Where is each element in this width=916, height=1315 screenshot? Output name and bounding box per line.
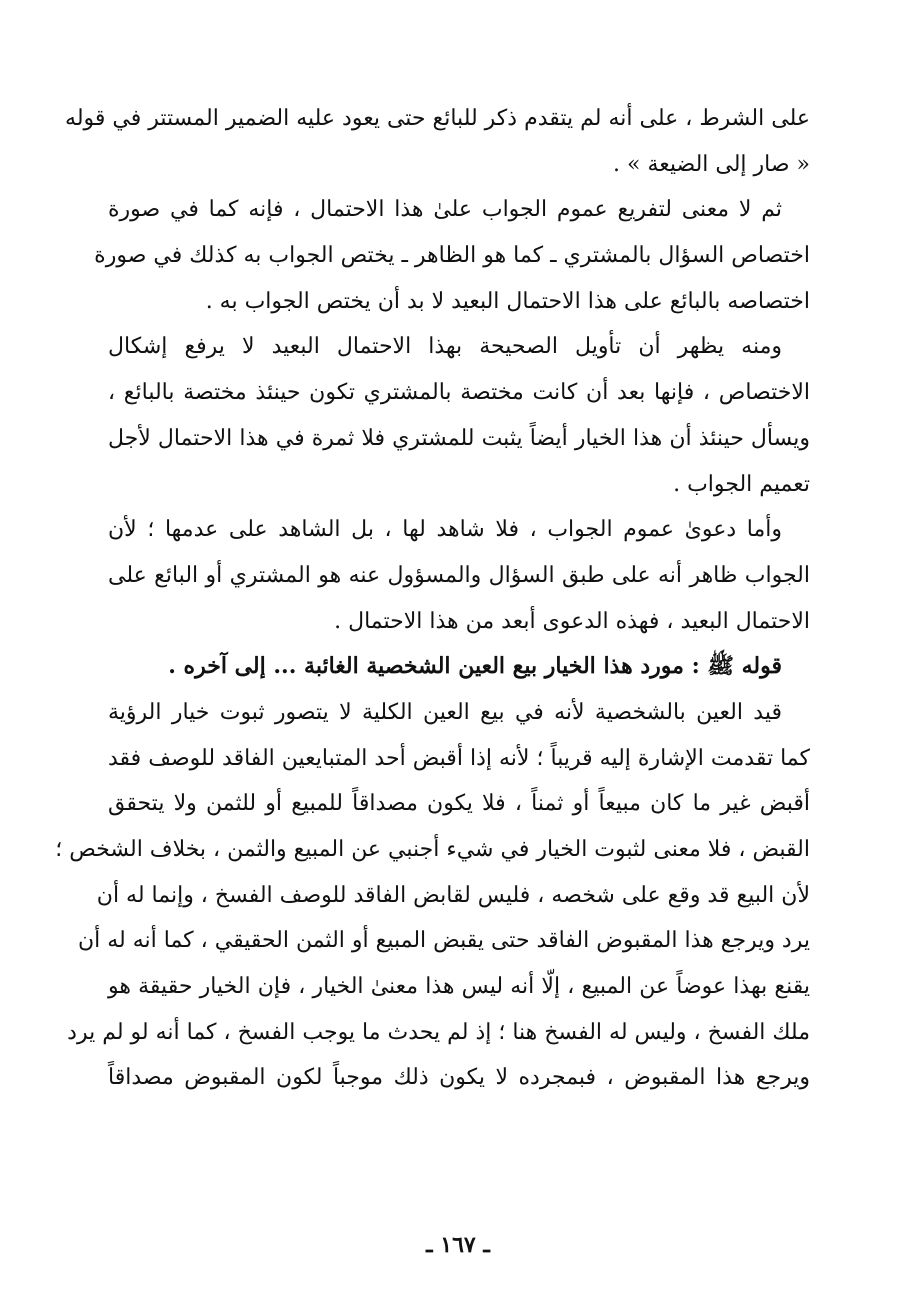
text-line: يقنع بهذا عوضاً عن المبيع ، إلّا أنه ليس هذا معنىٰ الخيار ، فإن الخيار حقيقة هو <box>108 974 810 1000</box>
text-line: القبض ، فلا معنى لثبوت الخيار في شيء أجنبي عن المبيع والثمن ، بخلاف الشخص ؛ <box>55 837 810 862</box>
paragraph-first-line: ثم لا معنى لتفريع عموم الجواب علىٰ هذا الاحتمال ، فإنه كما في صورة <box>108 197 782 223</box>
text-line: اختصاصه بالبائع على هذا الاحتمال البعيد لا بد أن يختص الجواب به . <box>205 288 810 314</box>
document-body <box>55 96 810 1101</box>
text-line: يرد ويرجع هذا المقبوض الفاقد حتى يقبض المبيع أو الثمن الحقيقي ، كما أنه له أن <box>77 928 810 954</box>
paragraph-first-line: ومنه يظهر أن تأويل الصحيحة بهذا الاحتمال البعيد لا يرفع إشكال <box>108 334 782 360</box>
text-line: الجواب ظاهر أنه على طبق السؤال والمسؤول عنه هو المشتري أو البائع على <box>108 562 810 588</box>
text-line: كما تقدمت الإشارة إليه قريباً ؛ لأنه إذا أقبض أحد المتبايعين الفاقد للوصف فقد <box>108 745 810 771</box>
paragraph-first-line: وأما دعوىٰ عموم الجواب ، فلا شاهد لها ، بل الشاهد على عدمها ؛ لأن <box>108 517 782 543</box>
text-line: لأن البيع قد وقع على شخصه ، فليس لقابض الفاقد للوصف الفسخ ، وإنما له أن <box>96 882 810 908</box>
text-line: الاحتمال البعيد ، فهذه الدعوى أبعد من هذا الاحتمال . <box>334 608 810 634</box>
text-line: أقبض غير ما كان مبيعاً أو ثمناً ، فلا يكون مصداقاً للمبيع أو للثمن ولا يتحقق <box>108 791 810 817</box>
text-line: « صار إلى الضيعة » . <box>613 151 810 177</box>
text-line: على الشرط ، على أنه لم يتقدم ذكر للبائع حتى يعود عليه الضمير المستتر في قوله <box>65 106 810 131</box>
section-heading: قوله ﷺ : مورد هذا الخيار بيع العين الشخصية الغائبة ... إلى آخره . <box>168 653 782 680</box>
text-line: الاختصاص ، فإنها بعد أن كانت مختصة بالمشتري تكون حينئذ مختصة بالبائع ، <box>108 380 810 406</box>
text-line: ويرجع هذا المقبوض ، فبمجرده لا يكون ذلك موجباً لكون المقبوض مصداقاً <box>108 1065 810 1091</box>
text-line: ملك الفسخ ، وليس له الفسخ هنا ؛ إذ لم يحدث ما يوجب الفسخ ، كما أنه لو لم يرد <box>67 1019 810 1045</box>
paragraph-first-line: قيد العين بالشخصية لأنه في بيع العين الكلية لا يتصور ثبوت خيار الرؤية <box>108 699 782 725</box>
text-line: اختصاص السؤال بالمشتري ـ كما هو الظاهر ـ يختص الجواب به كذلك في صورة <box>94 243 810 269</box>
text-line: تعميم الجواب . <box>673 471 810 497</box>
text-line: ويسأل حينئذ أن هذا الخيار أيضاً يثبت للمشتري فلا ثمرة في هذا الاحتمال لأجل <box>108 425 810 451</box>
page-number: ـ ١٦٧ ـ <box>426 1232 490 1258</box>
